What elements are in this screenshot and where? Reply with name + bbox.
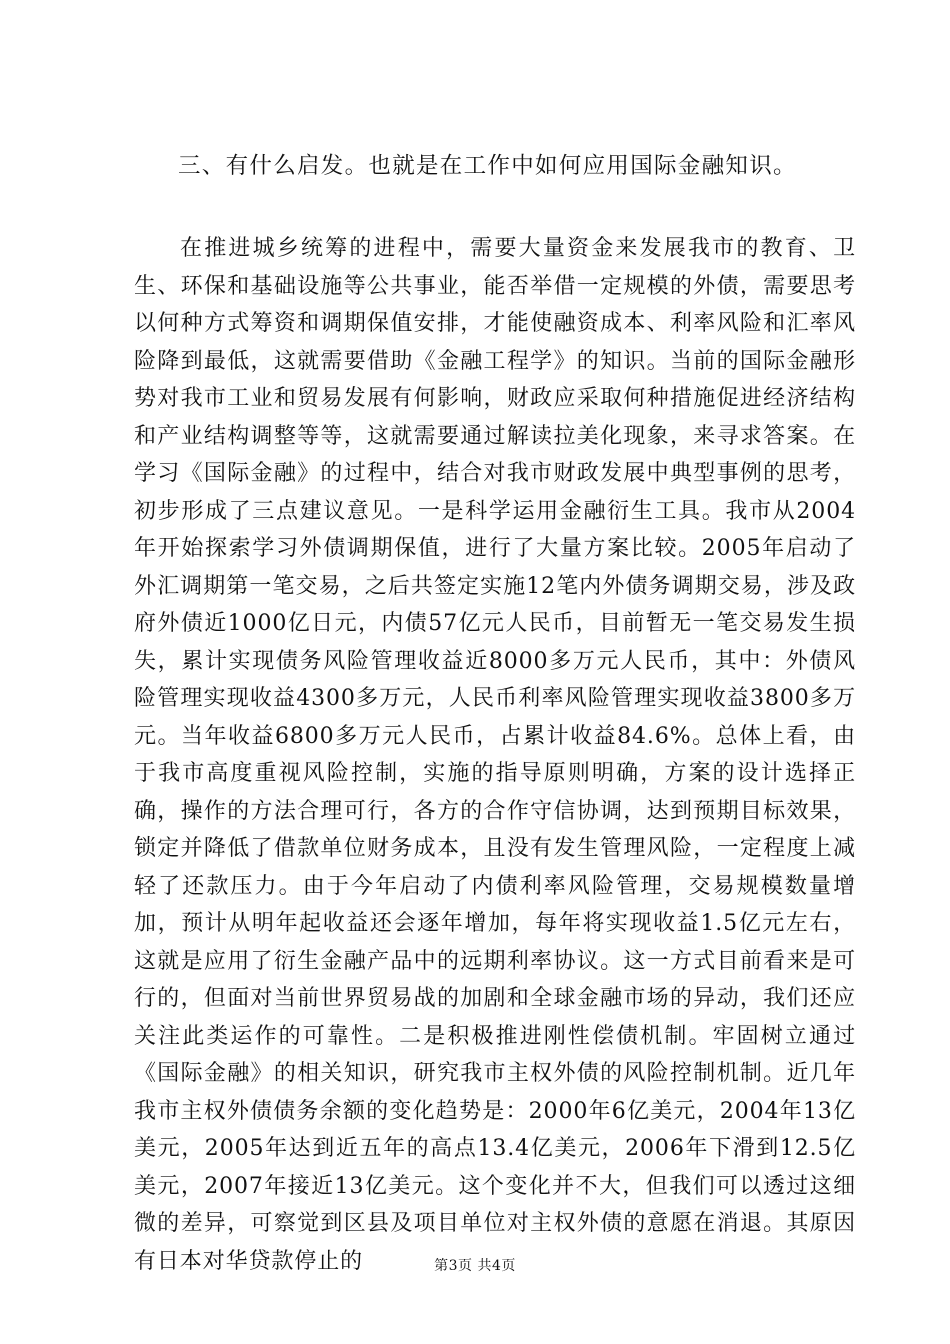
section-heading: 三、有什么启发。也就是在工作中如何应用国际金融知识。 — [178, 153, 797, 179]
body-paragraph: 在推进城乡统筹的进程中，需要大量资金来发展我市的教育、卫生、环保和基础设施等公共事业，能否举借一定规模的外债，需要思考以何种方式筹资和调期保值安排，才能使融资成本、利率风险和汇率风险降到最低，这就需要借助《金融工程学》的知识。当前的国际金融形势对我市工业和贸易发展有何影响，财政应采取何种措施促进经济结构和产业结构调整等等，这就需要通过解读拉美化现象，来寻求答案。在学习《国际金融》的过程中，结合对我市财政发展中典型事例的思考，初步形成了三点建议意见。一是科学运用金融衍生工具。我市从2004年开始探索学习外债调期保值，进行了大量方案比较。2005年启动了外汇调期第一笔交易，之后共签定实施12笔内外债务调期交易，涉及政府外债近1000亿日元，内债57亿元人民币，目前暂无一笔交易发生损失，累计实现债务风险管理收益近8000多万元人民币，其中：外债风险管理实现收益4300多万元，人民币利率风险管理实现收益3800多万元。当年收益6800多万元人民币，占累计收益84.6%。总体上看，由于我市高度重视风险控制，实施的指导原则明确，方案的设计选择正确，操作的方法合理可行，各方的合作守信协调，达到预期目标效果，锁定并降低了借款单位财务成本，且没有发生管理风险，一定程度上减轻了还款压力。由于今年启动了内债利率风险管理，交易规模数量增加，预计从明年起收益还会逐年增加，每年将实现收益1.5亿元左右，这就是应用了衍生金融产品中的远期利率协议。这一方式目前看来是可行的，但面对当前世界贸易战的加剧和全球金融市场的异动，我们还应关注此类运作的可靠性。二是积极推进刚性偿债机制。牢固树立通过《国际金融》的相关知识，研究我市主权外债的风险控制机制。近几年我市主权外债债务余额的变化趋势是：2000年6亿美元，2004年13亿美元，2005年达到近五年的高点13.4亿美元，2006年下滑到12.5亿美元，2007年接近13亿美元。这个变化并不大，但我们可以透过这细微的差异，可察觉到区县及项目单位对主权外债的意愿在消退。其原因有日本对华贷款停止的 — [134, 236, 856, 1274]
page-footer: 第3页 共4页 — [434, 1258, 516, 1274]
